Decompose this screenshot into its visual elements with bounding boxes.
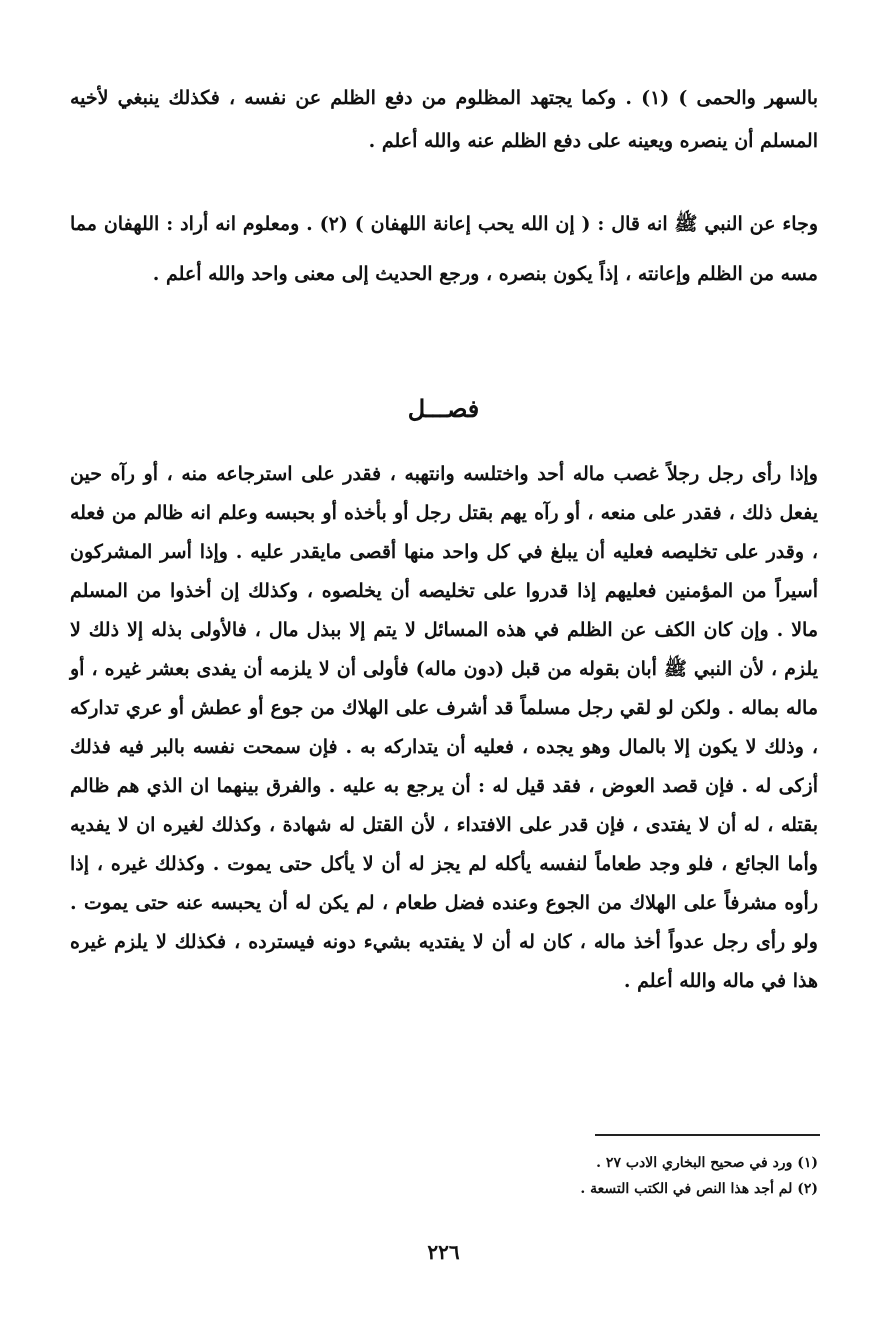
- page-number: ٢٢٦: [427, 1240, 460, 1264]
- footnote-1: (١) ورد في صحيح البخاري الادب ٢٧ .: [596, 1155, 818, 1171]
- footnote-divider: [595, 1134, 820, 1136]
- paragraph-hadith: وجاء عن النبي ﷺ انه قال : ( إن الله يحب إعانة اللهفان ) (٢) . ومعلوم انه أراد : اللهفان مما مسه من الظلم وإعانته ، إذاً يكون بنصره ، ورجع الحديث إلى معنى واحد والله أعلم .: [70, 213, 818, 285]
- section-title: فصـــل: [407, 393, 480, 423]
- paragraph-main: وإذا رأى رجل رجلاً غصب ماله أحد واختلسه وانتهبه ، فقدر على استرجاعه منه ، أو رآه حين يفعل ذلك ، فقدر على منعه ، أو رآه يهم بقتل رجل أو بأخذه أو بحبسه وعلم انه ظالم من فعله ، وقدر على تخليصه فعليه أن يبلغ في كل واحد منها أقصى مايقدر عليه . وإذا أسر المشركون أسيراً من المؤمنين فعليهم إذا قدروا على تخليصه أن يخلصوه ، وكذلك إن أخذوا من المسلم مالا . وإن كان الكف عن الظلم في هذه المسائل لا يتم إلا ببذل مال ، فالأولى بذله إلا ذلك لا يلزم ، لأن النبي ﷺ أبان بقوله من قبل (دون ماله) فأولى أن لا يلزمه أن يفدى بعشر غيره ، أو ماله بماله . ولكن لو لقي رجل مسلماً قد أشرف على الهلاك من جوع أو عطش أو عري تداركه ، وذلك لا يكون إلا بالمال وهو يجده ، فعليه أن يتداركه به . فإن سمحت نفسه بالبر فيه فذلك أزكى له . فإن قصد العوض ، فقد قيل له : أن يرجع به عليه . والفرق بينهما ان الذي هم ظالم بقتله ، له أن لا يفتدى ، فإن قدر على الافتداء ، لأن القتل له شهادة ، وكذلك لغيره ان لا يفديه وأما الجائع ، فلو وجد طعاماً لنفسه يأكله لم يجز له أن لا يأكل حتى يموت . وكذلك غيره ، إذا رأوه مشرفاً على الهلاك من الجوع وعنده فضل طعام ، لم يكن له أن يحبسه عنه حتى يموت . ولو رأى رجل عدواً أخذ ماله ، كان له أن لا يفتديه بشيء دونه فيسترده ، فكذلك لا يلزم غيره هذا في ماله والله أعلم .: [70, 463, 818, 992]
- footnotes: [70, 1150, 818, 1202]
- footnote-2: (٢) لم أجد هذا النص في الكتب التسعة .: [580, 1181, 818, 1197]
- paragraph-opening: بالسهر والحمى ) (١) . وكما يجتهد المظلوم من دفع الظلم عن نفسه ، فكذلك ينبغي لأخيه المسلم أن ينصره ويعينه على دفع الظلم عنه والله أعلم .: [70, 87, 819, 152]
